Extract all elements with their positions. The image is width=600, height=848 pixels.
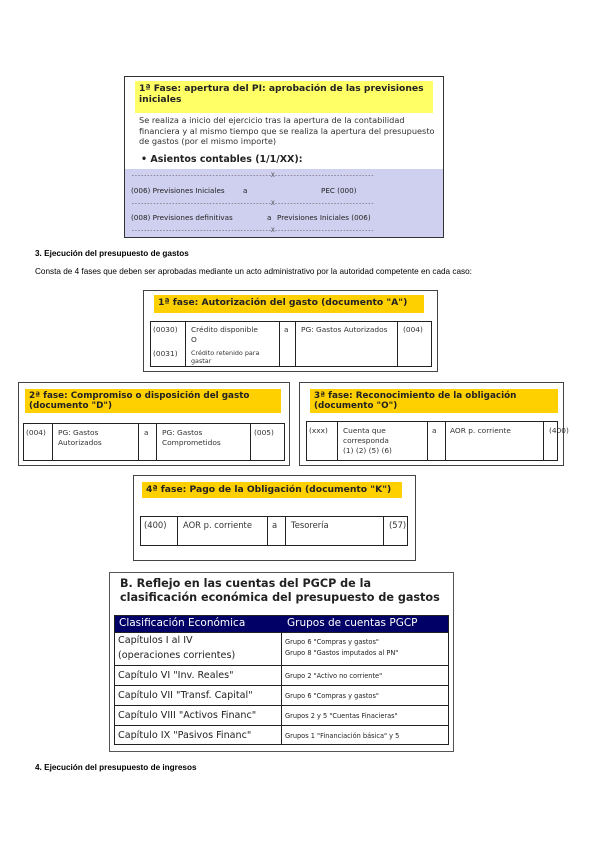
fase-k-a: a <box>272 520 278 530</box>
reflejo-row-right: Grupo 6 "Compras y gastos" <box>285 692 379 700</box>
fase-o-grid <box>306 421 569 461</box>
fase-a-o: O <box>191 335 197 344</box>
fase-k-right-text: Tesorería <box>291 520 329 530</box>
fase-d-a: a <box>144 428 149 437</box>
asiento-a: a <box>267 213 272 222</box>
fase1-pi-title: 1ª Fase: apertura del PI: aprobación de las previsiones iniciales <box>139 83 424 105</box>
reflejo-head-right: Grupos de cuentas PGCP <box>287 617 418 629</box>
fase-o-text1: Cuenta que <box>343 426 386 435</box>
reflejo-row-right: Grupo 6 "Compras y gastos" <box>285 638 379 646</box>
fase-a-box <box>143 290 438 372</box>
reflejo-row-left: Capítulos I al IV <box>118 635 193 646</box>
fase-k-text: AOR p. corriente <box>183 520 252 530</box>
fase-d-code: (004) <box>26 428 46 437</box>
fase-k-box <box>133 475 416 561</box>
fase-k-right-code: (57) <box>389 520 407 530</box>
fase-k-code: (400) <box>144 520 167 530</box>
fase-d-title: 2ª fase: Compromiso o disposición del gasto (documento "D") <box>25 389 281 413</box>
fase-a-a: a <box>284 325 289 334</box>
fase-a-code2: (0031) <box>153 349 178 358</box>
fase-o-code: (xxx) <box>309 426 328 435</box>
fase-d-right-text1: PG: Gastos <box>162 428 203 437</box>
fase-d-right-code: (005) <box>254 428 274 437</box>
section3-paragraph: Consta de 4 fases que deben ser aprobadas mediante un acto administrativo por la autoridad competente en cada caso: <box>35 267 472 276</box>
fase-a-right-code: (004) <box>403 325 423 334</box>
fase-o-a: a <box>432 426 437 435</box>
fase-d-text2: Autorizados <box>58 438 102 447</box>
reflejo-row-left2: (operaciones corrientes) <box>118 650 236 661</box>
table-row <box>115 665 448 685</box>
reflejo-row-left: Capítulo VI "Inv. Reales" <box>118 670 234 681</box>
table-row <box>115 685 448 705</box>
fase-o-text2: corresponda <box>343 436 389 445</box>
reflejo-row-right: Grupo 2 "Activo no corriente" <box>285 672 383 680</box>
table-row <box>115 705 448 725</box>
reflejo-title: B. Reflejo en las cuentas del PGCP de la clasificación económica del presupuesto de gastos <box>120 577 440 604</box>
fase-k-title: 4ª fase: Pago de la Obligación (documento "K") <box>142 482 402 498</box>
fase-d-grid <box>23 423 285 461</box>
reflejo-row-right: Grupos 1 "Financiación básica" y 5 <box>285 732 400 740</box>
fase-o-text3: (1) (2) (5) (6) <box>343 446 392 455</box>
fase-k-grid <box>140 516 408 546</box>
asiento-code: (006) Previsiones Iniciales <box>131 186 225 195</box>
asiento-account: Previsiones Iniciales (006) <box>277 213 371 222</box>
fase-a-right-text: PG: Gastos Autorizados <box>301 325 388 334</box>
reflejo-table-header <box>115 616 448 632</box>
section4-heading: 4. Ejecución del presupuesto de ingresos <box>35 763 197 772</box>
fase-o-right-text: AOR p. corriente <box>450 426 511 435</box>
reflejo-row-left: Capítulo VII "Transf. Capital" <box>118 690 253 701</box>
table-row <box>115 725 448 745</box>
fase-d-box <box>18 382 290 466</box>
fase-a-text2: Crédito retenido para <box>191 349 260 357</box>
reflejo-row-right2: Grupo 8 "Gastos imputados al PN" <box>285 649 399 657</box>
asiento-a: a <box>243 186 248 195</box>
fase-a-text1: Crédito disponible <box>191 325 258 334</box>
reflejo-table <box>114 615 449 745</box>
dash-line: ---------------------------------------------X-------------------------------- <box>131 227 374 234</box>
fase-o-right-code: (400) <box>549 426 569 435</box>
fase-o-title: 3ª fase: Reconocimiento de la obligación (documento "O") <box>310 389 558 413</box>
section3-heading: 3. Ejecución del presupuesto de gastos <box>35 249 189 258</box>
fase-a-grid <box>150 321 432 367</box>
dash-line: ---------------------------------------------X-------------------------------- <box>131 172 374 179</box>
dash-line: ---------------------------------------------X-------------------------------- <box>131 200 374 207</box>
fase-d-text1: PG: Gastos <box>58 428 99 437</box>
asientos-panel <box>125 169 443 237</box>
fase-a-text3: gastar <box>191 357 212 365</box>
asiento-code: (008) Previsiones definitivas <box>131 213 233 222</box>
reflejo-box <box>109 572 454 752</box>
fase1-pi-box <box>124 76 444 238</box>
fase-o-box <box>299 382 569 466</box>
table-row <box>115 632 448 664</box>
reflejo-row-left: Capítulo IX "Pasivos Financ" <box>118 730 252 741</box>
fase-d-right-text2: Comprometidos <box>162 438 221 447</box>
fase-a-code1: (0030) <box>153 325 178 334</box>
fase1-pi-text: Se realiza a inicio del ejercicio tras la apertura de la contabilidad financiera y al mismo tiempo que se realiza la apertura del presupuesto de gastos (por el mismo importe) <box>139 115 435 146</box>
reflejo-row-right: Grupos 2 y 5 "Cuentas Finacieras" <box>285 712 398 720</box>
fase-a-title: 1ª fase: Autorización del gasto (documento "A") <box>154 295 424 313</box>
reflejo-row-left: Capítulo VIII "Activos Financ" <box>118 710 257 721</box>
fase1-pi-bullet: • Asientos contables (1/1/XX): <box>141 154 303 165</box>
asiento-account: PEC (000) <box>321 186 357 195</box>
reflejo-head-left: Clasificación Económica <box>119 617 246 629</box>
